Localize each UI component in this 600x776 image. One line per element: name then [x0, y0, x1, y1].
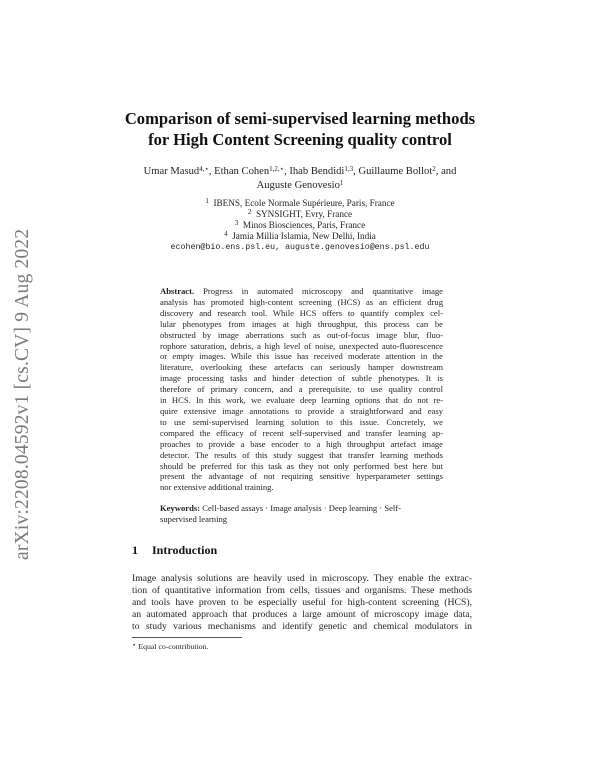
keywords-line: supervised learning: [160, 514, 228, 524]
affiliation-mark: 4: [224, 230, 228, 238]
section-heading: [132, 543, 472, 558]
introduction-paragraph: [132, 573, 472, 633]
paper-title: [100, 108, 500, 150]
affiliation-text: Minos Biosciences, Paris, France: [242, 220, 366, 230]
body-line: tion of quantitative information from cells, tissues and organisms. These methods: [132, 585, 472, 596]
affiliation-mark: 2: [247, 208, 252, 216]
body-line: Image analysis solutions are heavily used in microscopy. They enable the extrac-: [132, 573, 472, 584]
abstract-line: quire extensive image annotations to provide a straightforward and easy: [160, 405, 443, 416]
abstract-line: in HCS. In this work, we evaluate deep learning options that do not re-: [160, 395, 443, 406]
abstract-text: Progress in automated microscopy and quantitative image: [194, 286, 443, 296]
author-name: Umar Masud: [143, 166, 200, 177]
abstract-line: compared the efficacy of recent self-supervised and transfer learning ap-: [160, 427, 443, 438]
abstract-line: should be preferred for this task as they not only performed best here but: [160, 460, 443, 471]
keywords-text: Cell-based assays · Image analysis · Deep learning · Self-: [200, 503, 402, 513]
abstract-line: [160, 286, 443, 297]
footnote-text: Equal co-contribution.: [136, 642, 209, 651]
abstract-line: detector. The results of this study suggest that transfer learning methods: [160, 449, 443, 460]
affiliation-mark: 3: [234, 219, 239, 227]
abstract-line: rophore saturation, debris, a high level of noise, unexpected auto-fluorescence: [160, 340, 443, 351]
author-name: Auguste Genovesio: [256, 179, 340, 191]
abstract-line: or empty images. While this issue has received moderate attention in the: [160, 351, 443, 362]
author-affil-mark: 1: [339, 178, 344, 187]
arxiv-identifier-stamp: [12, 210, 38, 560]
footnote-divider: [132, 637, 242, 638]
author-list: [120, 165, 480, 192]
affiliation-item: [150, 209, 450, 220]
abstract-line: discovery and research tool. While HCS offers to quantify complex cel-: [160, 307, 443, 318]
abstract-line: analysis has promoted high-content screening (HCS) as an efficient drug: [160, 296, 443, 307]
affiliation-item: [150, 231, 450, 242]
arxiv-identifier-text: arXiv:2208.04592v1 [cs.CV] 9 Aug 2022: [12, 228, 33, 560]
footnote-mark: ⋆: [132, 641, 137, 649]
body-line: to study various mechanisms and identify genetic and chemical modulators in: [132, 621, 472, 632]
author-affil-mark: 2: [432, 165, 436, 173]
section-number: 1: [132, 543, 138, 557]
author-affil-mark: 1,2,⋆: [269, 165, 285, 173]
abstract-label: Abstract.: [160, 286, 195, 296]
abstract-line: therefore of primary concern, and a prerequisite, to use quality control: [160, 384, 443, 395]
affiliation-text: IBENS, Ecole Normale Supérieure, Paris, France: [213, 198, 395, 208]
author-affil-mark: 1,3: [344, 165, 354, 173]
affiliation-mark: 1: [205, 197, 209, 205]
abstract-line: proaches to provide a base encoder to a high throughput artefact image: [160, 438, 443, 449]
abstract-line: lular phenotypes from images at high throughput, this process can be: [160, 318, 443, 329]
abstract-line: image processing tasks and hinder detection of subtle phenotypes. It is: [160, 373, 443, 384]
footnote: [132, 642, 472, 652]
author-name: , Ihab Bendidi: [284, 166, 345, 177]
body-line: and tools have proven to be especially useful for high-content screening (HCS),: [132, 597, 472, 608]
affiliation-list: [150, 198, 450, 253]
affiliation-text: Jamia Millia Islamia, New Delhi, India: [232, 231, 376, 241]
author-separator: , and: [435, 166, 457, 177]
title-line-2: for High Content Screening quality control: [148, 130, 452, 149]
body-line: an automated approach that produces a large amount of microscopy image data,: [132, 609, 472, 620]
abstract-line: nor extensive additional training.: [160, 482, 274, 493]
author-name: , Guillaume Bollot: [353, 166, 433, 177]
abstract-line: literature, overlooking these artefacts can seriously hamper downstream: [160, 362, 443, 373]
abstract-line: obstructed by image aberrations such as out-of-focus image blur, fluo-: [160, 329, 443, 340]
section-title: Introduction: [152, 543, 218, 557]
author-line-2: [120, 179, 480, 193]
abstract-line: present the advantage of not requiring sensitive hyperparameter settings: [160, 471, 443, 482]
author-name: , Ethan Cohen: [208, 166, 270, 177]
author-line-1: [120, 165, 480, 179]
affiliation-item: [150, 220, 450, 231]
title-line-1: Comparison of semi-supervised learning methods: [124, 109, 476, 128]
author-affil-mark: 4,⋆: [199, 165, 209, 173]
contact-emails[interactable]: ecohen@bio.ens.psl.eu, auguste.genovesio@ens.psl.edu: [170, 243, 430, 252]
keywords-line: [160, 503, 443, 514]
keywords-label: Keywords:: [160, 503, 201, 513]
affiliation-text: SYNSIGHT, Evry, France: [255, 209, 353, 219]
affiliation-item: [150, 198, 450, 209]
abstract-line: to use semi-supervised learning solution to this issue. Concretely, we: [160, 416, 443, 427]
abstract: [160, 286, 443, 493]
keywords: [160, 503, 443, 525]
